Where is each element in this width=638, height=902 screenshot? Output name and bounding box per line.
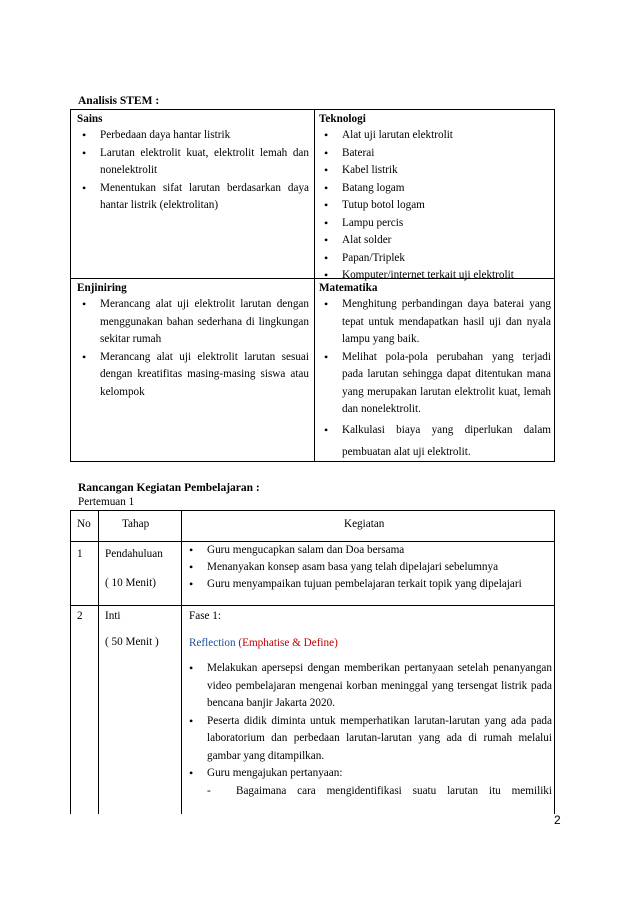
- row2-tahap: Inti: [105, 610, 121, 622]
- sains-title: Sains: [77, 113, 103, 125]
- list-item: • Melakukan apersepsi dengan memberikan pertanyaan setelah penanyangan video pembelajaran mengenai korban meninggal yang tersengat listrik pada bencana banjir Jakarta 2020.: [184, 660, 552, 713]
- row2-kegiatan: [184, 660, 552, 800]
- enjiniring-title: Enjiniring: [77, 282, 127, 294]
- list-item: • Lampu percis: [319, 215, 551, 233]
- header-kegiatan: Kegiatan: [344, 518, 385, 530]
- list-item: • Kalkulasi biaya yang diperlukan dalam pembuatan alat uji elektrolit.: [319, 419, 551, 463]
- cell-enjiniring: [77, 281, 309, 401]
- list-item: • Alat uji larutan elektrolit: [319, 127, 551, 145]
- row2-fase: Fase 1:: [189, 610, 222, 622]
- list-item: • Batang logam: [319, 180, 551, 198]
- list-item: • Baterai: [319, 145, 551, 163]
- stem-table: [70, 109, 555, 462]
- page-number: 2: [554, 813, 561, 827]
- row1-list: [184, 542, 552, 593]
- row-divider: [71, 605, 554, 606]
- matematika-title: Matematika: [319, 282, 378, 294]
- meeting-label: Pertemuan 1: [78, 496, 135, 508]
- rkp-title: Rancangan Kegiatan Pembelajaran :: [78, 482, 260, 494]
- stem-table-divider-v: [314, 110, 315, 461]
- list-item: • Peserta didik diminta untuk memperhatikan larutan-larutan yang ada pada laboratorium dan perbedaan larutan-larutan yang ada di rumah melalui gambar yang ditampilkan.: [184, 713, 552, 766]
- list-item: • Menentukan sifat larutan berdasarkan daya hantar listrik (elektrolitan): [77, 180, 309, 215]
- row2-list: [184, 660, 552, 783]
- list-item: • Guru mengucapkan salam dan Doa bersama: [184, 542, 552, 559]
- rkp-table: [70, 510, 555, 814]
- list-item: • Menanyakan konsep asam basa yang telah dipelajari sebelumnya: [184, 559, 552, 576]
- list-item: • Melihat pola-pola perubahan yang terjadi pada larutan sehingga dapat ditentukan mana yang merupakan larutan elektrolit kuat, lemah dan nonelektrolit.: [319, 349, 551, 419]
- cell-matematika: [319, 281, 551, 463]
- header-tahap: Tahap: [122, 518, 150, 530]
- list-item: • Larutan elektrolit kuat, elektrolit lemah dan nonelektrolit: [77, 145, 309, 180]
- reflection-label: Reflection: [189, 637, 236, 649]
- row2-durasi: ( 50 Menit ): [105, 636, 159, 648]
- list-item: • Perbedaan daya hantar listrik: [77, 127, 309, 145]
- row2-phase-title: [189, 637, 338, 649]
- list-item: • Menghitung perbandingan daya baterai yang tepat untuk mendapatkan hasil uji dan nyala lampu yang baik.: [319, 296, 551, 349]
- row1-no: 1: [77, 548, 83, 560]
- list-item: • Alat solder: [319, 232, 551, 250]
- row1-kegiatan: [184, 542, 552, 593]
- cell-teknologi: [319, 112, 551, 285]
- cell-sains: [77, 112, 309, 215]
- dash-item-text: Bagaimana cara mengidentifikasi suatu larutan itu memiliki: [236, 784, 552, 797]
- list-item: • Papan/Triplek: [319, 250, 551, 268]
- list-item: • Komputer/internet terkait uji elektrolit: [319, 267, 551, 285]
- list-item: • Guru menyampaikan tujuan pembelajaran terkait topik yang dipelajari: [184, 576, 552, 593]
- matematika-list: [319, 296, 551, 463]
- row1-tahap: Pendahuluan: [105, 548, 163, 560]
- analysis-title: Analisis STEM :: [78, 95, 160, 107]
- list-item: • Guru mengajukan pertanyaan:: [184, 765, 552, 783]
- list-item: • Kabel listrik: [319, 162, 551, 180]
- col-divider: [98, 511, 99, 814]
- row1-durasi: ( 10 Menit): [105, 577, 156, 589]
- col-divider: [181, 511, 182, 814]
- list-item: • Merancang alat uji elektrolit larutan dengan menggunakan bahan sederhana di lingkungan sekitar rumah: [77, 296, 309, 349]
- emphasise-label: (Emphatise & Define): [238, 637, 338, 649]
- list-item: • Merancang alat uji elektrolit larutan sesuai dengan kreatifitas masing-masing siswa atau kelompok: [77, 349, 309, 402]
- teknologi-title: Teknologi: [319, 113, 366, 125]
- sains-list: [77, 127, 309, 215]
- enjiniring-list: [77, 296, 309, 401]
- header-no: No: [77, 518, 91, 530]
- row2-no: 2: [77, 610, 83, 622]
- dash-item: - Bagaimana cara mengidentifikasi suatu larutan itu memiliki: [207, 784, 552, 797]
- teknologi-list: [319, 127, 551, 285]
- list-item: • Tutup botol logam: [319, 197, 551, 215]
